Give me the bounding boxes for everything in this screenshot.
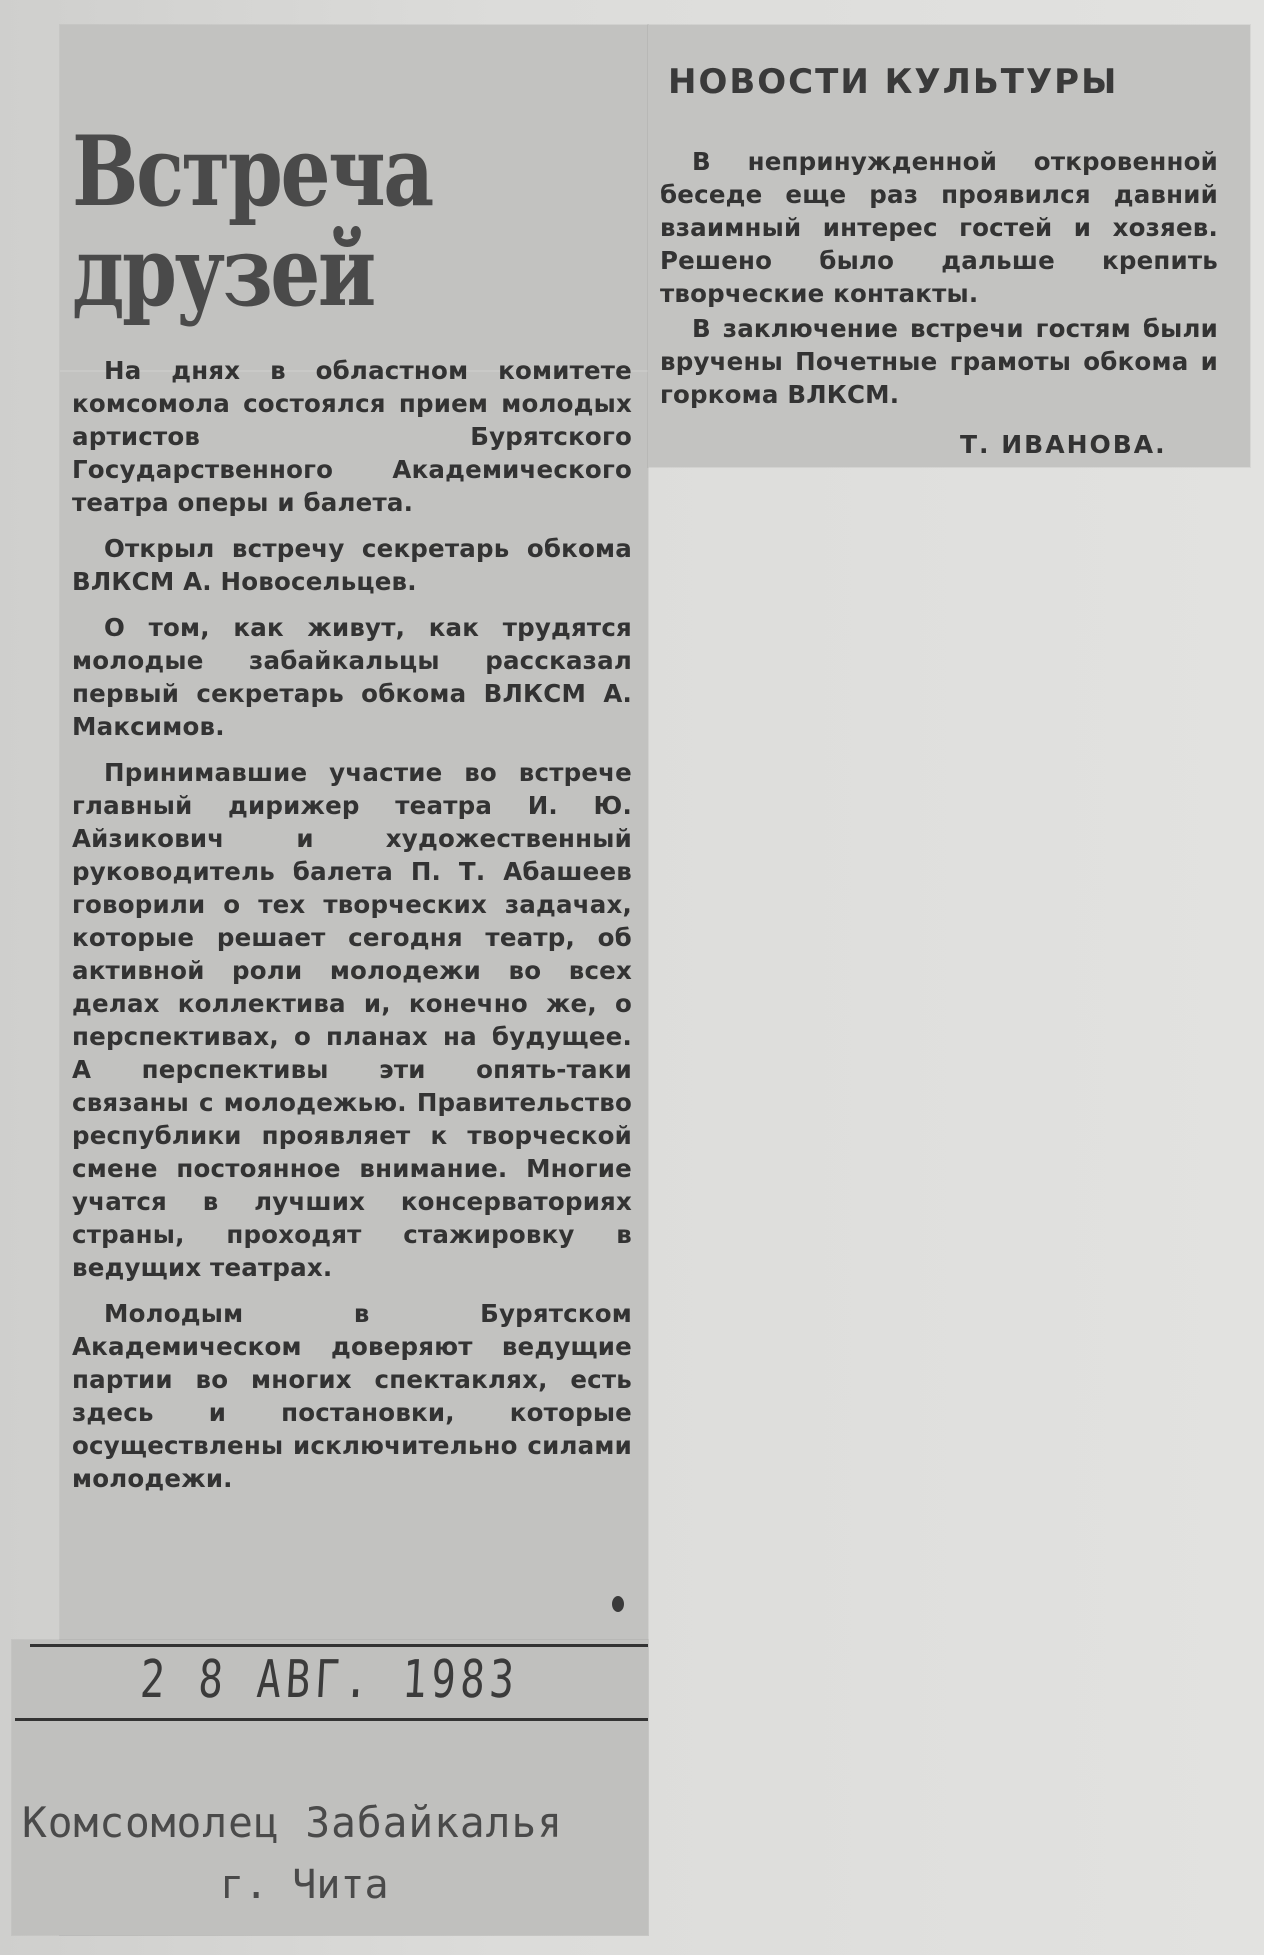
article-paragraph: О том, как живут, как трудятся молодые забайкальцы рассказал первый секретарь обкома ВЛКСМ А. Максимов. [72,613,632,741]
publication-date-stamp: 2 8 АВГ. 1983 [138,1650,521,1710]
headline-line-2: друзей [72,215,374,328]
article-headline [72,115,432,328]
article-body-left [72,354,632,1508]
end-of-article-mark [612,1596,624,1612]
article-paragraph: В заключение встречи гостям были вручены Почетные грамоты обкома и горкома ВЛКСМ. [660,314,1218,409]
date-rule-top [30,1644,648,1647]
newspaper-city: г. Чита [220,1862,389,1908]
date-rule-bottom [15,1718,648,1721]
article-author: Т. ИВАНОВА. [960,430,1167,459]
article-paragraph: На днях в областном комитете комсомола состоялся прием молодых артистов Бурятского Государственного Академического театра оперы и балета. [72,356,632,517]
article-paragraph: Принимавшие участие во встрече главный дирижер театра И. Ю. Айзикович и художественный руководитель балета П. Т. Абашеев говорили о тех творческих задачах, которые решает сегодня театр, об активной роли молодежи во всех делах коллектива и, конечно же, о перспективах, о планах на будущее. А перспективы эти опять-таки связаны с молодежью. Правительство республики проявляет к творческой смене постоянное внимание. Многие учатся в лучших консерваториях страны, проходят стажировку в ведущих театрах. [72,758,632,1282]
headline-line-1: Встреча [72,115,432,228]
article-body-right [660,145,1218,413]
article-paragraph: Молодым в Бурятском Академическом доверяют ведущие партии во многих спектаклях, есть здесь и постановки, которые осуществлены исключительно силами молодежи. [72,1299,632,1493]
article-paragraph: Открыл встречу секретарь обкома ВЛКСМ А. Новосельцев. [72,534,632,596]
newspaper-name: Комсомолец Забайкалья [22,1798,563,1847]
article-paragraph: В непринужденной откровенной беседе еще раз проявился давний взаимный интерес гостей и хозяев. Решено было дальше крепить творческие контакты. [660,147,1218,308]
section-rubric: НОВОСТИ КУЛЬТУРЫ [668,62,1119,102]
